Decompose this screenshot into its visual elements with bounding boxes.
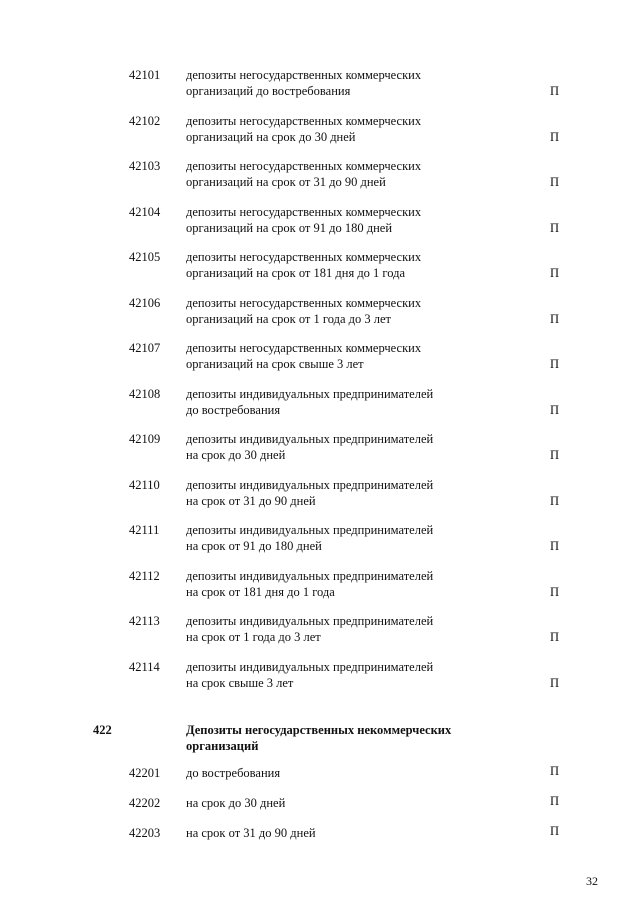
account-description: депозиты индивидуальных предпринимателей до востребования [186,387,434,417]
account-type: П [550,630,560,644]
account-code: 42104 [129,205,161,219]
account-code: 42201 [129,766,161,780]
account-type: П [550,824,560,838]
account-type: П [550,539,560,553]
account-code: 42109 [129,432,161,446]
account-type: П [550,175,560,189]
account-code: 42114 [129,660,160,674]
account-code: 42107 [129,341,161,355]
account-description: депозиты индивидуальных предпринимателей на срок до 30 дней [186,432,434,462]
account-description: депозиты негосударственных коммерческих организаций на срок от 181 дня до 1 года [186,250,422,280]
account-type: П [550,130,560,144]
account-description: депозиты негосударственных коммерческих организаций до востребования [186,68,422,98]
account-description: депозиты индивидуальных предпринимателей на срок от 181 дня до 1 года [186,569,434,599]
account-code: 42113 [129,614,160,628]
account-code: 42103 [129,159,161,173]
account-type: П [550,448,560,462]
account-type: П [550,266,560,280]
account-description: депозиты негосударственных коммерческих организаций на срок от 91 до 180 дней [186,205,422,235]
account-code: 42106 [129,296,161,310]
account-code: 42202 [129,796,161,810]
account-description: на срок от 31 до 90 дней [186,826,316,840]
account-description: депозиты индивидуальных предпринимателей на срок свыше 3 лет [186,660,434,690]
account-description: депозиты негосударственных коммерческих организаций на срок от 31 до 90 дней [186,159,422,189]
account-code: 42105 [129,250,161,264]
account-code: 42110 [129,478,160,492]
account-description: на срок до 30 дней [186,796,286,810]
account-type: П [550,764,560,778]
account-description: до востребования [186,766,281,780]
account-description: депозиты негосударственных коммерческих организаций на срок до 30 дней [186,114,422,144]
account-type: П [550,312,560,326]
account-code: 42102 [129,114,161,128]
account-code: 42108 [129,387,161,401]
page-number: 32 [586,874,598,888]
account-code: 42111 [129,523,160,537]
account-description: депозиты индивидуальных предпринимателей на срок от 1 года до 3 лет [186,614,434,644]
account-description: депозиты негосударственных коммерческих организаций на срок свыше 3 лет [186,341,422,371]
group-code: 422 [93,723,112,737]
account-type: П [550,676,560,690]
account-type: П [550,794,560,808]
account-description: депозиты негосударственных коммерческих организаций на срок от 1 года до 3 лет [186,296,422,326]
account-description: депозиты индивидуальных предпринимателей на срок от 91 до 180 дней [186,523,434,553]
group-title: Депозиты негосударственных некоммерческих организаций [186,723,452,753]
account-code: 42203 [129,826,161,840]
account-code: 42101 [129,68,161,82]
account-type: П [550,221,560,235]
account-type: П [550,84,560,98]
account-description: депозиты индивидуальных предпринимателей на срок от 31 до 90 дней [186,478,434,508]
account-code: 42112 [129,569,160,583]
account-type: П [550,494,560,508]
account-type: П [550,357,560,371]
account-type: П [550,403,560,417]
account-type: П [550,585,560,599]
